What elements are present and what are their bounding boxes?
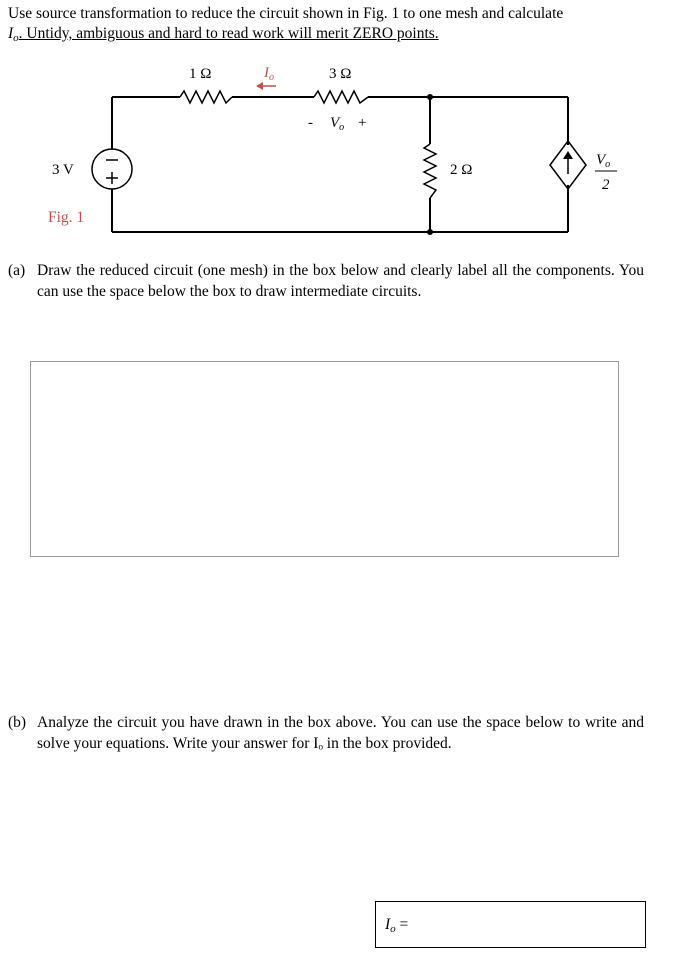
label-vo-minus: - — [308, 115, 313, 131]
label-io: $I_o$ — [264, 65, 274, 83]
io-arrow-head — [256, 82, 263, 90]
label-1ohm: 1 Ω — [189, 66, 212, 82]
part-b — [8, 712, 644, 756]
part-a-text: Draw the reduced circuit (one mesh) in the box below and clearly label all the components. You can use the space below the box to draw intermediate circuits. — [37, 262, 644, 300]
io-answer-label: Io = — [385, 916, 409, 935]
io-subscript: o — [13, 32, 19, 44]
node-dot-top — [427, 94, 433, 100]
question-line-2 — [8, 24, 439, 45]
part-b-text: Analyze the circuit you have drawn in the box above. You can use the space below to write and solve your equations. Write your answer for Iₒ in the box provided. — [37, 714, 644, 752]
label-dep-denominator: 2 — [602, 177, 610, 193]
label-3ohm: 3 Ω — [329, 66, 352, 82]
warning-text: . Untidy, ambiguous and hard to read work will merit ZERO points. — [18, 25, 439, 42]
resistor-1ohm — [180, 91, 232, 103]
label-vo-plus: + — [358, 115, 367, 131]
part-a — [8, 260, 644, 304]
node-dot-bottom — [427, 229, 433, 235]
drawing-box[interactable] — [30, 361, 619, 557]
label-3v: 3 V — [52, 162, 74, 178]
arrow-up-head — [563, 151, 573, 159]
io-answer-box[interactable] — [375, 901, 646, 948]
resistor-3ohm — [314, 91, 368, 103]
resistor-2ohm — [424, 144, 436, 198]
label-vo: $V_o$ — [330, 115, 345, 133]
part-a-marker: (a) — [8, 262, 26, 279]
label-dep-numerator: $V_o$ — [596, 152, 611, 170]
io-symbol: I — [8, 25, 14, 42]
figure-caption: Fig. 1 — [48, 209, 85, 226]
circuit-diagram — [0, 55, 684, 240]
question-line-1: Use source transformation to reduce the circuit shown in Fig. 1 to one mesh and calculate — [8, 5, 564, 22]
part-b-marker: (b) — [8, 714, 27, 731]
label-2ohm: 2 Ω — [450, 162, 473, 178]
